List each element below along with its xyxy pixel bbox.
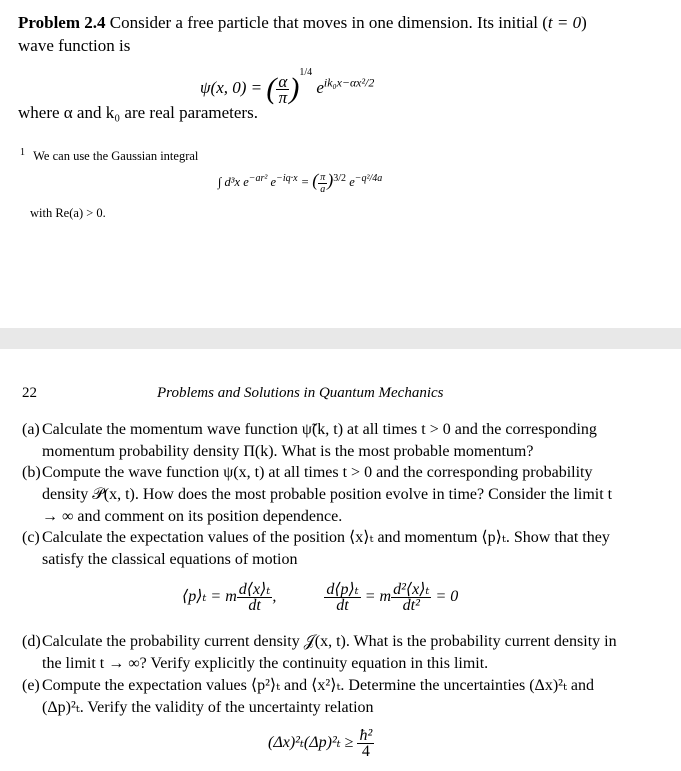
item-label: (c) [22,529,40,546]
eqc-frac1-den: dt [248,597,261,614]
eqc-frac3 [391,582,431,613]
footnote-line [20,147,198,164]
footnote-text: We can use the Gaussian integral [33,149,199,164]
page-number: 22 [22,385,37,401]
item-text: Compute the wave function ψ(x, t) at all times t > 0 and the corresponding probability density 𝒫(x, t). How does the most probable position evolve in time? Consider the limit t → ∞ and comment on its position dependence. [42,464,613,525]
problem-label: Problem 2.4 [18,13,106,32]
question-item-d [22,631,622,675]
eq1-exponent: 1/4 [299,67,313,78]
question-item-c [22,527,622,571]
eqc-frac2 [324,582,360,613]
eqc-frac1 [237,582,273,613]
uncertainty-relation [268,728,374,759]
eqc-frac2-num: d⟨p⟩ₜ [326,581,359,598]
problem-heading [18,12,587,34]
item-label: (b) [22,464,41,481]
uncertainty-den: 4 [361,743,370,760]
eq1-frac-num: α [278,71,288,91]
intro-line2: wave function is [18,36,131,55]
item-text: Calculate the expectation values of the position ⟨x⟩ₜ and momentum ⟨p⟩ₜ. Show that they satisfy the classical equations of motion [42,529,610,568]
integral-eq: = [297,175,313,189]
footnote-condition: with Re(a) > 0. [30,206,106,220]
uncertainty-frac [357,728,374,759]
item-label: (a) [22,421,40,438]
eqc-frac3-num: d²⟨x⟩ₜ [393,581,430,598]
uncertainty-num: ħ² [359,727,373,744]
eq1-fraction [276,71,289,107]
intro-line1-end: ) [581,13,587,32]
integral-tail-base: e [346,175,355,189]
footnote-marker: 1 [20,147,25,158]
item-label: (e) [22,677,40,694]
running-head: Problems and Solutions in Quantum Mechanics [157,385,444,401]
initial-wavefunction-equation [200,62,374,105]
item-text: Compute the expectation values ⟨p²⟩ₜ and ⟨x²⟩ₜ. Determine the uncertainties (Δx)²ₜ and (Δp)²ₜ. Verify the validity of the uncertainty relation [42,677,594,716]
eq1-right-paren: ) [289,72,300,106]
question-item-e [22,675,622,719]
item-text: Calculate the probability current density 𝒥(x, t). What is the probability current density in the limit t → ∞? Verify explicitly the continuity equation in this limit. [42,633,617,672]
eqc-comma: , [272,588,277,606]
question-item-b [22,462,622,528]
integral-fraction [318,172,327,195]
eq1-rhs-base: e [316,78,324,97]
uncertainty-lhs: (Δx)²ₜ(Δp)²ₜ ≥ [268,734,354,752]
intro-line1: Consider a free particle that moves in one dimension. Its initial ( [109,13,548,32]
integral-frac-exp: 3/2 [333,172,347,184]
integral-tail-exp: −q²/4a [354,172,383,184]
eqc-frac2-den: dt [336,597,349,614]
integral-frac-den: a [320,183,326,195]
eq1-frac-den: π [278,87,288,107]
classical-motion-equations [182,582,458,613]
eq1-left-paren: ( [266,72,277,106]
integral-left-paren: ( [312,170,319,190]
integral-right-paren: ) [327,170,334,190]
item-text: Calculate the momentum wave function ψ̃(k, t) at all times t > 0 and the corresponding momentum probability density Π(k). What is the most probable momentum? [42,421,597,460]
eqc-frac3-den: dt² [402,597,420,614]
integral-frac-num: π [320,171,326,183]
eqc-eq: = m [364,588,392,606]
where-line: where α and k₀ are real parameters. [18,103,258,122]
intro-t0: t = 0 [547,13,582,32]
integral-exp1: −ar² [248,172,268,184]
item-label: (d) [22,633,41,650]
eq1-lhs: ψ(x, 0) = [200,78,263,97]
eqc-frac1-num: d⟨x⟩ₜ [238,581,271,598]
integral-mid: e [267,175,277,189]
integral-lhs: ∫ d³x e [218,175,249,189]
eqc-tail: = 0 [435,588,459,606]
question-item-a [22,419,622,463]
eq1-rhs-exp: ik₀x−αx²/2 [323,75,375,90]
page-separator [0,328,681,349]
eqc-lhs: ⟨p⟩ₜ = m [182,588,237,606]
gaussian-integral-equation [218,170,382,195]
integral-exp2: −iq·x [276,172,298,184]
